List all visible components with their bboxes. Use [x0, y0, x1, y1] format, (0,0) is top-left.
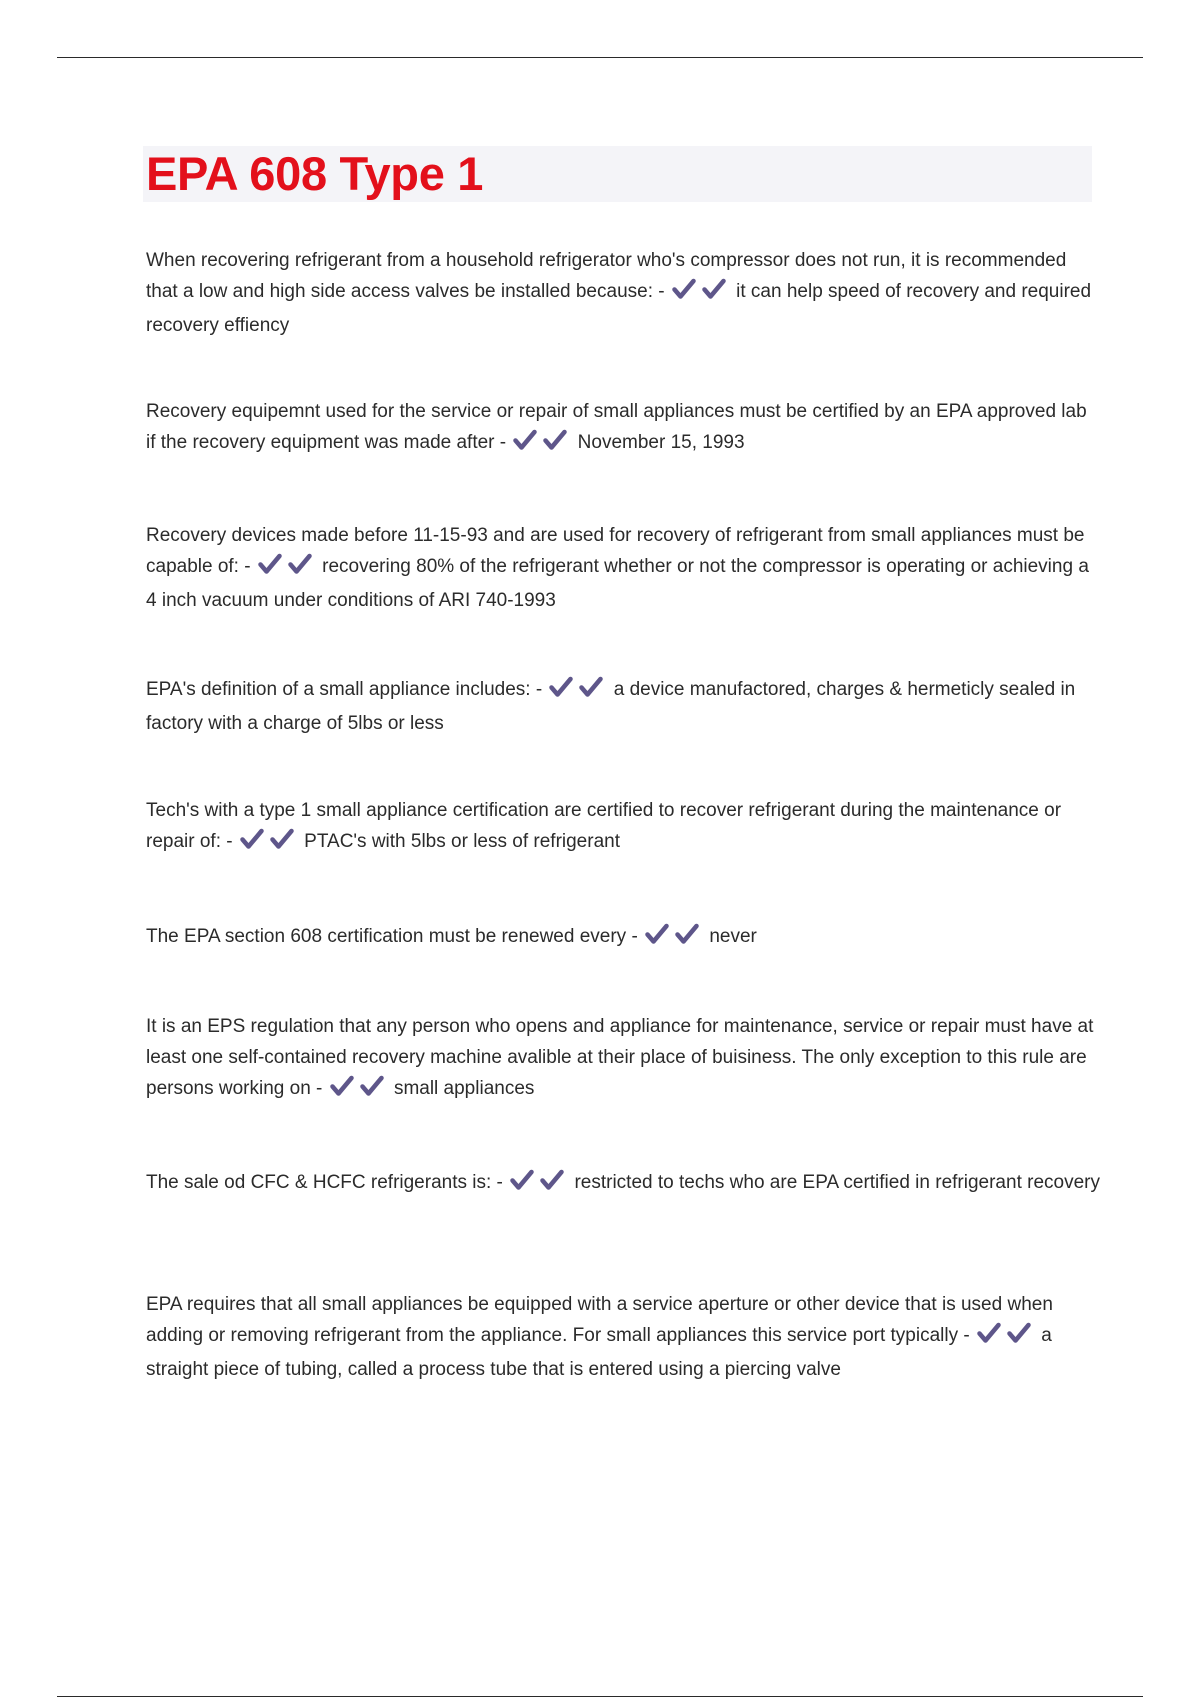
answer-checks: [645, 923, 702, 955]
check-icon: [513, 429, 537, 451]
qa-item-1: [146, 245, 1101, 341]
check-icon: [1007, 1322, 1031, 1344]
answer-checks: [977, 1322, 1034, 1354]
check-icon: [579, 676, 603, 698]
check-icon: [645, 923, 669, 945]
answer-checks: [330, 1075, 387, 1107]
check-icon: [675, 923, 699, 945]
qa-item-2: [146, 396, 1101, 461]
check-icon: [702, 278, 726, 300]
check-icon: [672, 278, 696, 300]
qa-item-4: [146, 674, 1101, 739]
answer-checks: [258, 553, 315, 585]
check-icon: [977, 1322, 1001, 1344]
question-text: When recovering refrigerant from a household refrigerator who's compressor does not run, it is recommended that a low and high side access valves be installed because: -: [146, 250, 1067, 302]
qa-item-6: [146, 921, 1101, 955]
bottom-rule: [57, 1696, 1143, 1697]
answer-checks: [513, 429, 570, 461]
question-text: EPA requires that all small appliances be equipped with a service aperture or other device that is used when adding or removing refrigerant from the appliance. For small appliances this service port typically -: [146, 1294, 1053, 1346]
qa-item-3: [146, 520, 1101, 616]
answer-text: never: [709, 926, 757, 947]
question-text: The EPA section 608 certification must be renewed every -: [146, 926, 638, 947]
check-icon: [240, 828, 264, 850]
answer-text: a straight piece of tubing, called a process tube that is entered using a piercing valve: [146, 1325, 1052, 1380]
check-icon: [360, 1075, 384, 1097]
top-rule: [57, 57, 1143, 58]
answer-text: PTAC's with 5lbs or less of refrigerant: [304, 831, 620, 852]
qa-item-9: [146, 1289, 1101, 1385]
check-icon: [510, 1169, 534, 1191]
question-text: Recovery devices made before 11-15-93 and are used for recovery of refrigerant from small appliances must be capable of: -: [146, 525, 1085, 577]
question-text: The sale od CFC & HCFC refrigerants is: -: [146, 1172, 503, 1193]
check-icon: [288, 553, 312, 575]
qa-item-8: [146, 1167, 1101, 1201]
answer-checks: [510, 1169, 567, 1201]
check-icon: [330, 1075, 354, 1097]
answer-checks: [240, 828, 297, 860]
check-icon: [549, 676, 573, 698]
check-icon: [543, 429, 567, 451]
question-text: Recovery equipemnt used for the service or repair of small appliances must be certified by an EPA approved lab if the recovery equipment was made after -: [146, 401, 1087, 453]
question-text: EPA's definition of a small appliance includes: -: [146, 679, 543, 700]
qa-item-5: [146, 795, 1101, 860]
check-icon: [270, 828, 294, 850]
page-title: EPA 608 Type 1: [146, 147, 484, 200]
answer-checks: [549, 676, 606, 708]
question-text: It is an EPS regulation that any person who opens and appliance for maintenance, service or repair must have at least one self-contained recovery machine avalible at their place of buisiness. The only exception to this rule are persons working on -: [146, 1016, 1094, 1099]
check-icon: [258, 553, 282, 575]
qa-item-7: [146, 1011, 1101, 1107]
answer-text: a device manufactored, charges & hermeticly sealed in factory with a charge of 5lbs or less: [146, 679, 1076, 734]
answer-text: November 15, 1993: [577, 432, 745, 453]
answer-checks: [672, 278, 729, 310]
question-text: Tech's with a type 1 small appliance certification are certified to recover refrigerant during the maintenance or repair of: -: [146, 800, 1062, 852]
answer-text: recovering 80% of the refrigerant whether or not the compressor is operating or achieving a 4 inch vacuum under conditions of ARI 740-1993: [146, 556, 1089, 611]
answer-text: it can help speed of recovery and required recovery effiency: [146, 281, 1092, 336]
answer-text: small appliances: [393, 1078, 535, 1099]
check-icon: [540, 1169, 564, 1191]
answer-text: restricted to techs who are EPA certified in refrigerant recovery: [574, 1172, 1100, 1193]
